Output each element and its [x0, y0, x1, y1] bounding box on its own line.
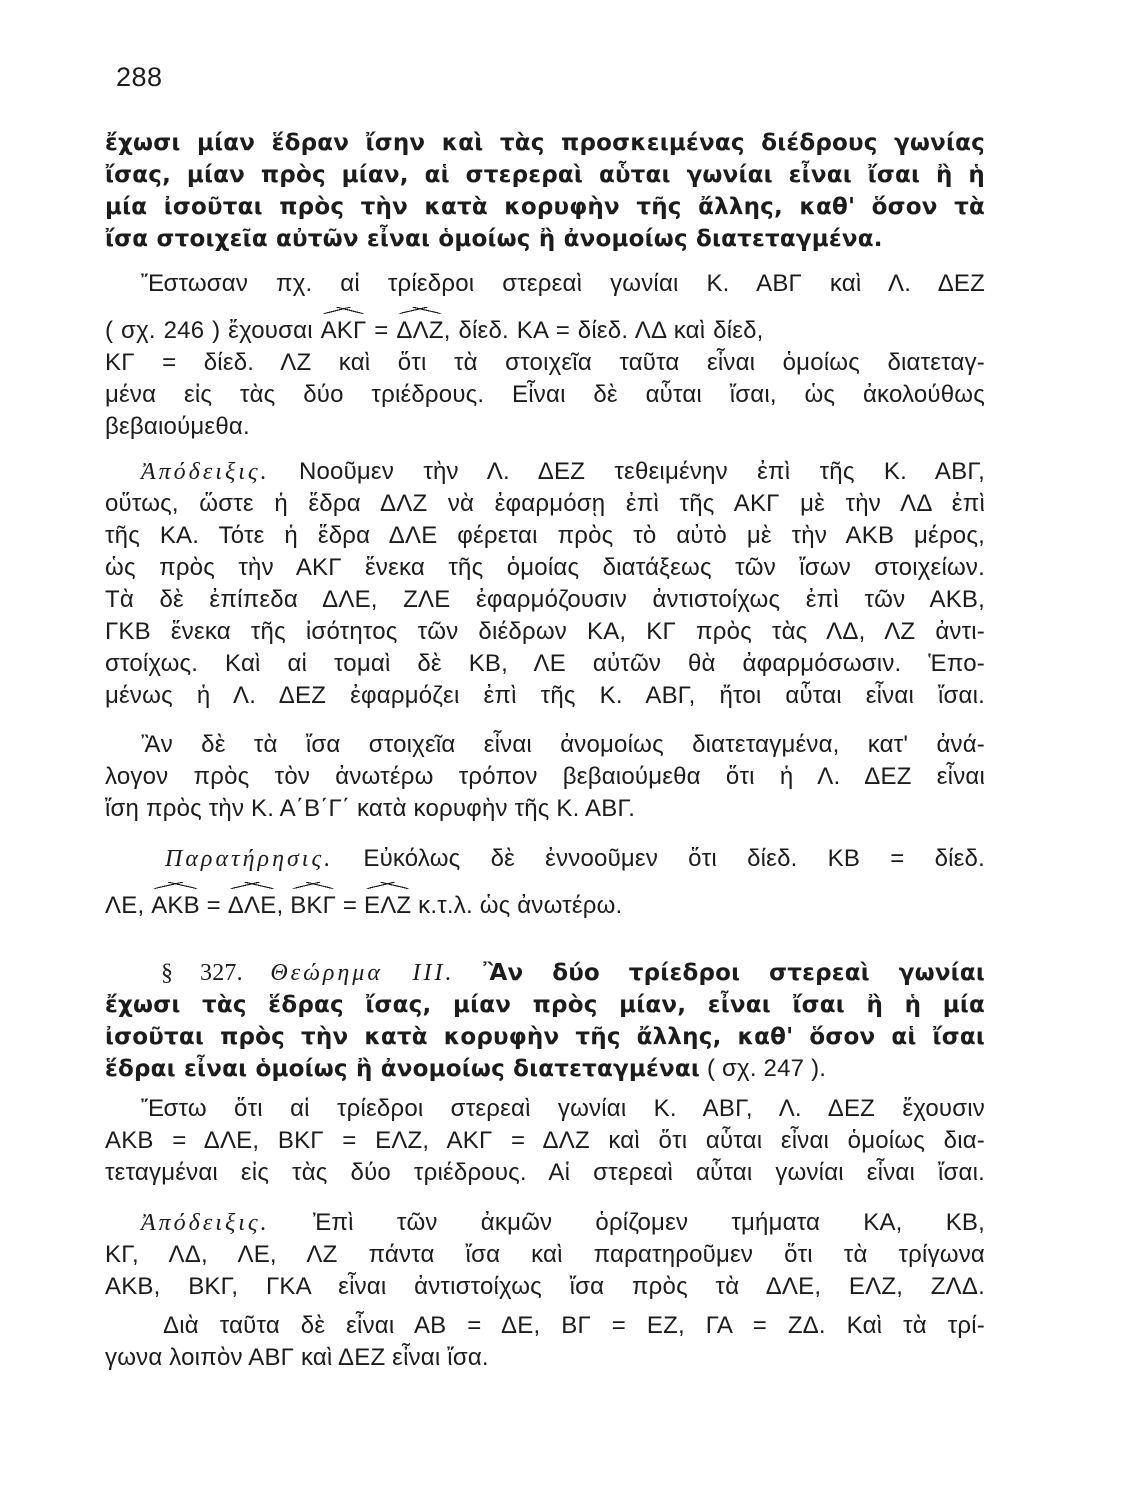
text-line: βεβαιούμεθα. [105, 413, 250, 440]
text-line: Ἔστωσαν πχ. αἱ τρίεδροι στερεαὶ γωνίαι Κ. ΑΒΓ καὶ Λ. ΔΕΖ [141, 270, 985, 297]
theorem-continuation [105, 127, 985, 255]
section-number: § 327. [161, 960, 243, 986]
text-line: Ἂν δὲ τὰ ἴσα στοιχεῖα εἶναι ἀνομοίως διατεταγμένα, κατ' ἀνά- [141, 731, 985, 758]
observation-paragraph [105, 843, 985, 922]
text-line: τῆς ΚΑ. Τότε ἡ ἕδρα ΔΛΕ φέρεται πρὸς τὸ αὐτὸ μὲ τὴν ΑΚΒ μέρος, [105, 522, 985, 549]
text-line: ὡς πρὸς τὴν ΑΚΓ ἕνεκα τῆς ὁμοίας διατάξεως τῶν ἴσων στοιχείων. [105, 554, 985, 581]
text-line: Διὰ ταῦτα δὲ εἶναι ΑΒ = ΔΕ, ΒΓ = ΕΖ, ΓΑ = ΖΔ. Καὶ τὰ τρί- [163, 1312, 985, 1339]
text-line: ( σχ. 246 ) ἔχουσαι ΑΚΓ = ΔΛΖ, δίεδ. ΚΑ = δίεδ. ΛΔ καὶ δίεδ, [105, 315, 985, 347]
text-line: ἴσα στοιχεῖα αὐτῶν εἶναι ὁμοίως ἢ ἀνομοίως διατεταγμένα. [105, 226, 883, 252]
proof-label: Ἀπόδειξις. [141, 1210, 270, 1236]
theorem-label: Θεώρημα ΙΙΙ. [270, 960, 455, 986]
text-line: Ἀπόδειξις. Νοοῦμεν τὴν Λ. ΔΕΖ τεθειμένην ἐπὶ τῆς Κ. ΑΒΓ, [141, 458, 985, 485]
proof-paragraph [105, 456, 985, 712]
text-line: Τὰ δὲ ἐπίπεδα ΔΛΕ, ΖΛΕ ἐφαρμόζουσιν ἀντιστοίχως ἐπὶ τῶν ΑΚΒ, [105, 586, 985, 613]
theorem-paragraph [105, 957, 985, 1085]
text-line: Ἀπόδειξις. Ἐπὶ τῶν ἀκμῶν ὁρίζομεν τμήματα ΚΑ, ΚΒ, [141, 1209, 985, 1236]
text-line: τεταγμέναι εἰς τὰς δύο τριέδρους. Αἱ στερεαὶ αὗται γωνίαι εἶναι ἴσαι. [105, 1159, 985, 1186]
text-line: ἴση πρὸς τὴν Κ. Α΄Β΄Γ΄ κατὰ κορυφὴν τῆς Κ. ΑΒΓ. [105, 795, 636, 822]
text-line: ἴσας, μίαν πρὸς μίαν, αἱ στερεραὶ αὗται γωνίαι εἶναι ἴσαι ἢ ἡ [105, 162, 985, 188]
angle-notation: ΑΚΓ [321, 315, 367, 347]
statement-paragraph [105, 1093, 985, 1189]
conclusion-paragraph [105, 1310, 985, 1374]
text-line: ἰσοῦται πρὸς τὴν κατὰ κορυφὴν τῆς ἄλλης, καθ' ὅσον αἱ ἴσαι [105, 1024, 985, 1050]
text-line: ἕδραι εἶναι ὁμοίως ἢ ἀνομοίως διατεταγμέναι ( σχ. 247 ). [105, 1055, 827, 1082]
text-line: Παρατήρησις. Εὐκόλως δὲ ἐννοοῦμεν ὅτι δίεδ. ΚΒ = δίεδ. [165, 845, 985, 872]
text-line: ΚΓ, ΛΔ, ΛΕ, ΛΖ πάντα ἴσα καὶ παρατηροῦμεν ὅτι τὰ τρίγωνα [105, 1241, 985, 1268]
text-line: ΓΚΒ ἕνεκα τῆς ἰσότητος τῶν διέδρων ΚΑ, ΚΓ πρὸς τὰς ΛΔ, ΛΖ ἀντι- [105, 618, 985, 645]
hypothesis-paragraph [105, 268, 985, 443]
angle-notation: ΔΛΖ [396, 315, 443, 347]
text-line: ΑΚΒ, ΒΚΓ, ΓΚΑ εἶναι ἀντιστοίχως ἴσα πρὸς τὰ ΔΛΕ, ΕΛΖ, ΖΛΔ. [105, 1273, 985, 1300]
angle-notation: ΔΛΕ [228, 890, 277, 922]
text-line: ἔχωσι μίαν ἕδραν ἴσην καὶ τὰς προσκειμένας διέδρους γωνίας [105, 130, 985, 156]
text-line: λογον πρὸς τὸν ἀνωτέρω τρόπον βεβαιούμεθα ὅτι ἡ Λ. ΔΕΖ εἶναι [105, 763, 985, 790]
text-line: οὕτως, ὥστε ἡ ἕδρα ΔΛΖ νὰ ἐφαρμόσῃ ἐπὶ τῆς ΑΚΓ μὲ τὴν ΛΔ ἐπὶ [105, 490, 985, 517]
text-line: ἔχωσι τὰς ἕδρας ἴσας, μίαν πρὸς μίαν, εἶναι ἴσαι ἢ ἡ μία [105, 992, 985, 1018]
remark-label: Παρατήρησις. [165, 846, 334, 872]
proof-paragraph-2 [105, 1207, 985, 1303]
angle-notation: ΒΚΓ [290, 890, 336, 922]
text-line: στοίχως. Καὶ αἱ τομαὶ δὲ ΚΒ, ΛΕ αὐτῶν θὰ ἀφαρμόσωσιν. Ἑπο- [105, 650, 985, 677]
angle-notation: ΕΛΖ [364, 890, 411, 922]
text-line: μένα εἰς τὰς δύο τριέδρους. Εἶναι δὲ αὗται ἴσαι, ὡς ἀκολούθως [105, 381, 985, 408]
text-line: § 327. Θεώρημα ΙΙΙ. Ἂν δύο τρίεδροι στερεαὶ γωνίαι [161, 960, 986, 986]
text-line: γωνα λοιπὸν ΑΒΓ καὶ ΔΕΖ εἶναι ἴσα. [105, 1344, 489, 1371]
text-line: ΚΓ = δίεδ. ΛΖ καὶ ὅτι τὰ στοιχεῖα ταῦτα εἶναι ὁμοίως διατεταγ- [105, 349, 985, 376]
text-line: μένως ἡ Λ. ΔΕΖ ἐφαρμόζει ἐπὶ τῆς Κ. ΑΒΓ, ἤτοι αὗται εἶναι ἴσαι. [105, 682, 985, 709]
proof-label: Ἀπόδειξις. [141, 459, 270, 485]
text-line: ΛΕ, ΑΚΒ = ΔΛΕ, ΒΚΓ = ΕΛΖ κ.τ.λ. ὡς ἀνωτέρω. [105, 890, 985, 922]
text-line: ΑΚΒ = ΔΛΕ, ΒΚΓ = ΕΛΖ, ΑΚΓ = ΔΛΖ καὶ ὅτι αὗται εἶναι ὁμοίως δια- [105, 1127, 985, 1154]
page-number: 288 [116, 62, 163, 92]
angle-notation: ΑΚΒ [151, 890, 200, 922]
text-line: μία ἰσοῦται πρὸς τὴν κατὰ κορυφὴν τῆς ἄλλης, καθ' ὅσον τὰ [105, 194, 985, 220]
remark-paragraph [105, 729, 985, 825]
text-line: Ἔστω ὅτι αἱ τρίεδροι στερεαὶ γωνίαι Κ. ΑΒΓ, Λ. ΔΕΖ ἔχουσιν [141, 1095, 985, 1122]
